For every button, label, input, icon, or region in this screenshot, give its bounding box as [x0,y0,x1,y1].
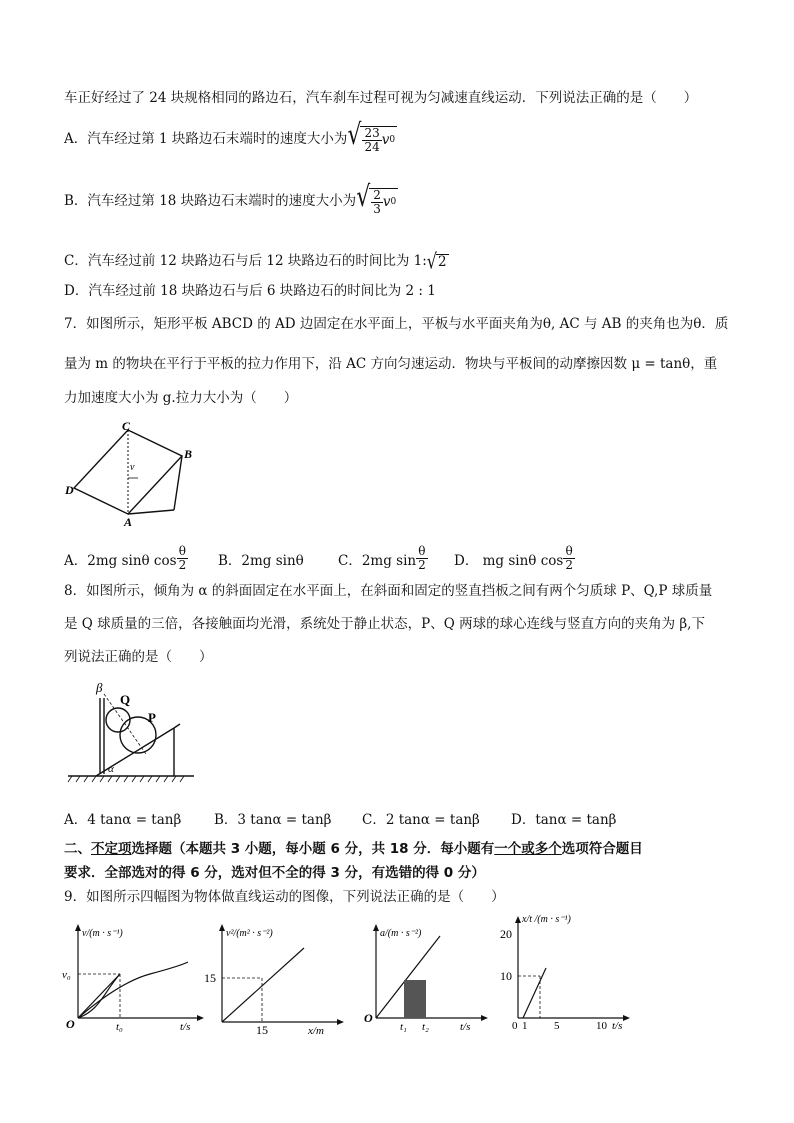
q9-g4-y10: 10 [500,969,512,983]
section2-suffix: 选项符合题目 [561,841,643,857]
q9-g2-xlabel: x/m [308,1025,324,1037]
q7-fig-B: B [184,447,193,461]
section2-prefix: 二、 [64,841,91,857]
q6-option-d[interactable]: D．汽车经过前 18 块路边石与后 6 块路边石的时间比为 2 : 1 [64,283,436,299]
q7-line1: 7．如图所示，矩形平板 ABCD 的 AD 边固定在水平面上，平板与水平面夹角为θ, AC 与 AB 的夹角也为θ．质 [64,316,729,332]
q6-a-den: 24 [364,140,380,155]
q6-option-a[interactable] [64,119,397,155]
q7-option-a-text: A．2mg sinθ cos [64,552,177,569]
q8-option-a[interactable]: A．4 tanα = tanβ [64,812,182,828]
q9-graph-2 [200,922,350,1037]
q9-g2-ylabel: v²/(m² · s⁻²) [226,928,273,939]
q6-option-c[interactable] [64,249,449,274]
q7-c-frac-den: 2 [418,558,426,573]
section2-line1 [64,843,643,857]
q6-a-num: 23 [364,126,380,140]
q6-option-c-text: C．汽车经过前 12 块路边石与后 12 块路边石的时间比为 1: [64,253,427,270]
q6-option-b-text: B．汽车经过第 18 块路边石末端时的速度大小为 [64,193,357,210]
q9-g4-x5: 5 [554,1020,560,1032]
q9-g4-y20: 20 [500,927,512,941]
q9-g4-x10: 10 [596,1020,607,1032]
q6-c-rad: 2 [437,253,447,270]
q9-g2-xv: 15 [256,1023,268,1037]
q6-option-b[interactable] [64,181,398,217]
q6-option-a-text: A．汽车经过第 1 块路边石末端时的速度大小为 [64,131,348,148]
q9-g1-xlabel: t/s [180,1021,191,1033]
q6-option-c-sqrt: √ 2 [426,249,447,274]
q9-g1-xv: t₀ [116,1021,123,1033]
q7-line2: 量为 m 的物块在平行于平板的拉力作用下，沿 AC 方向匀速运动．物块与平板间的动摩擦因数 μ = tanθ，重 [64,356,718,372]
q9-graph-4 [500,910,640,1030]
q9-g3-ylabel: a/(m · s⁻²) [380,928,422,939]
q8-option-c[interactable]: C．2 tanα = tanβ [362,812,480,828]
q9-g4-x1: 1 [522,1020,528,1032]
q7-c-frac-num: θ [416,545,428,559]
q6-option-a-sqrt: √ $\frac{23}{24}$ v 0 [347,119,396,155]
q9-graph-1 [60,922,210,1033]
section2-underline-1: 不定项 [91,841,132,857]
q9-g1-yv: v₀ [62,969,71,981]
q8-fig-beta: β [96,680,103,695]
q9-stem: 9．如图所示四幅图为物体做直线运动的图像，下列说法正确的是（ ） [64,889,505,905]
q9-g3-t2: t₂ [422,1021,429,1033]
q8-option-b[interactable]: B．3 tanα = tanβ [214,812,332,828]
q7-d-frac-num: θ [563,545,575,559]
q7-d-frac-den: 2 [565,558,573,573]
q6-a-v0-sub: 0 [389,135,396,146]
q7-figure [62,418,212,530]
section2-line2: 要求．全部选对的得 6 分，选对但不全的得 3 分，有选错的得 0 分） [64,865,485,881]
q9-g4-xlabel: t/s [612,1020,623,1032]
q6-b-num: 2 [373,188,381,202]
q6-b-den: 3 [373,202,381,217]
q6-b-v0: v [382,193,391,210]
q9-g3-shaded-area [404,980,426,1018]
q7-fig-A: A [124,515,133,529]
q7-option-b[interactable]: B．2mg sinθ [218,553,304,569]
q7-fig-D: D [65,483,74,497]
q7-option-a[interactable] [64,545,188,572]
q6-b-v0-sub: 0 [390,197,397,208]
q9-g3-origin: O [364,1011,373,1025]
q9-g1-origin: O [66,1017,75,1031]
q8-line2: 是 Q 球质量的三倍，各接触面均光滑，系统处于静止状态，P、Q 两球的球心连线与竖直方向的夹角为 β,下 [64,616,705,632]
q9-g2-yv: 15 [204,971,216,985]
q6-option-b-sqrt: √ $\frac{2}{3}$ v 0 [356,181,397,217]
q9-g4-x0: 0 [512,1020,518,1032]
q8-fig-alpha: α [108,763,114,775]
q9-g3-xlabel: t/s [460,1021,471,1033]
q8-option-d[interactable]: D．tanα = tanβ [511,812,617,828]
q7-option-c-text: C．2mg sin [338,552,417,569]
q7-a-frac-den: 2 [178,558,187,573]
q6-stem: 车正好经过了 24 块规格相同的路边石，汽车刹车过程可视为匀减速直线运动．下列说法正确的是（ ） [64,90,698,106]
q9-graph-3 [360,922,510,1033]
q9-g1-ylabel: v/(m · s⁻¹) [82,928,123,939]
q8-line3: 列说法正确的是（ ） [64,649,213,665]
section2-body: 选择题（本题共 3 小题，每小题 6 分，共 18 分．每小题有 [131,841,495,857]
q8-fig-Q: Q [120,692,131,707]
q8-line1: 8．如图所示，倾角为 α 的斜面固定在水平面上，在斜面和固定的竖直挡板之间有两个匀质球 P、Q,P 球质量 [64,583,713,599]
section2-underline-2: 一个或多个 [494,841,562,857]
q9-g4-ylabel: x/t /(m · s⁻¹) [522,914,571,925]
q8-fig-P: P [148,710,156,725]
q8-figure [66,680,196,785]
q7-a-frac-num: θ [177,545,189,559]
q9-g3-t1: t₁ [400,1021,407,1033]
q7-option-d-text: D． mg sinθ cos [454,552,564,569]
q7-option-c[interactable] [338,545,428,572]
q7-option-d[interactable] [454,545,575,572]
q7-fig-C: C [122,419,131,433]
q6-a-v0: v [381,131,390,148]
q7-fig-v: v [130,462,135,473]
q7-line3: 力加速度大小为 g.拉力大小为（ ） [64,390,298,406]
